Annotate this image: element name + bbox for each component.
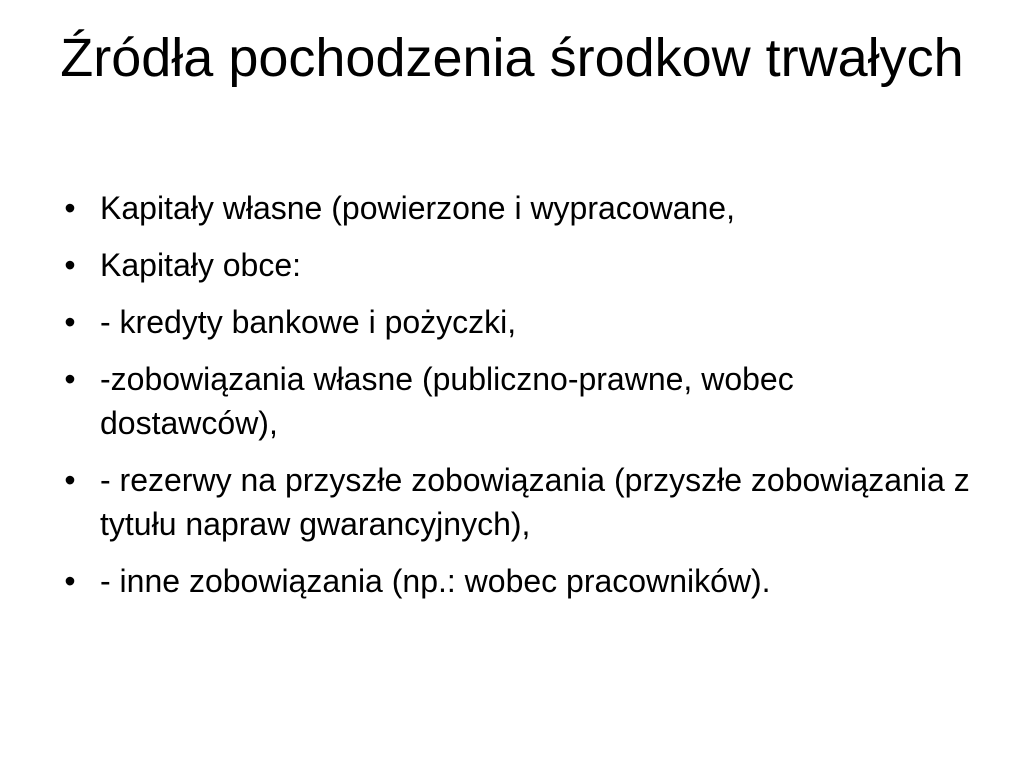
bullet-text: - inne zobowiązania (np.: wobec pracowników). bbox=[100, 563, 771, 599]
bullet-icon: • bbox=[64, 190, 76, 226]
bullet-text: - kredyty bankowe i pożyczki, bbox=[100, 304, 517, 340]
bullet-icon: • bbox=[64, 462, 76, 498]
bullet-icon: • bbox=[64, 563, 76, 599]
bullet-item bbox=[58, 559, 978, 603]
bullet-text: Kapitały własne (powierzone i wypracowane, bbox=[100, 190, 735, 226]
slide-title: Źródła pochodzenia środkow trwałych bbox=[60, 28, 964, 88]
bullet-list bbox=[58, 186, 978, 616]
bullet-text: - rezerwy na przyszłe zobowiązania (przyszłe zobowiązania z tytułu napraw gwarancyjnych), bbox=[100, 462, 970, 542]
bullet-icon: • bbox=[64, 247, 76, 283]
bullet-item bbox=[58, 186, 978, 230]
bullet-item bbox=[58, 243, 978, 287]
bullet-icon: • bbox=[64, 304, 76, 340]
bullet-icon: • bbox=[64, 361, 76, 397]
bullet-item bbox=[58, 357, 978, 445]
bullet-text: Kapitały obce: bbox=[100, 247, 302, 283]
bullet-item bbox=[58, 300, 978, 344]
bullet-item bbox=[58, 458, 978, 546]
bullet-text: -zobowiązania własne (publiczno-prawne, wobec dostawców), bbox=[100, 361, 794, 441]
